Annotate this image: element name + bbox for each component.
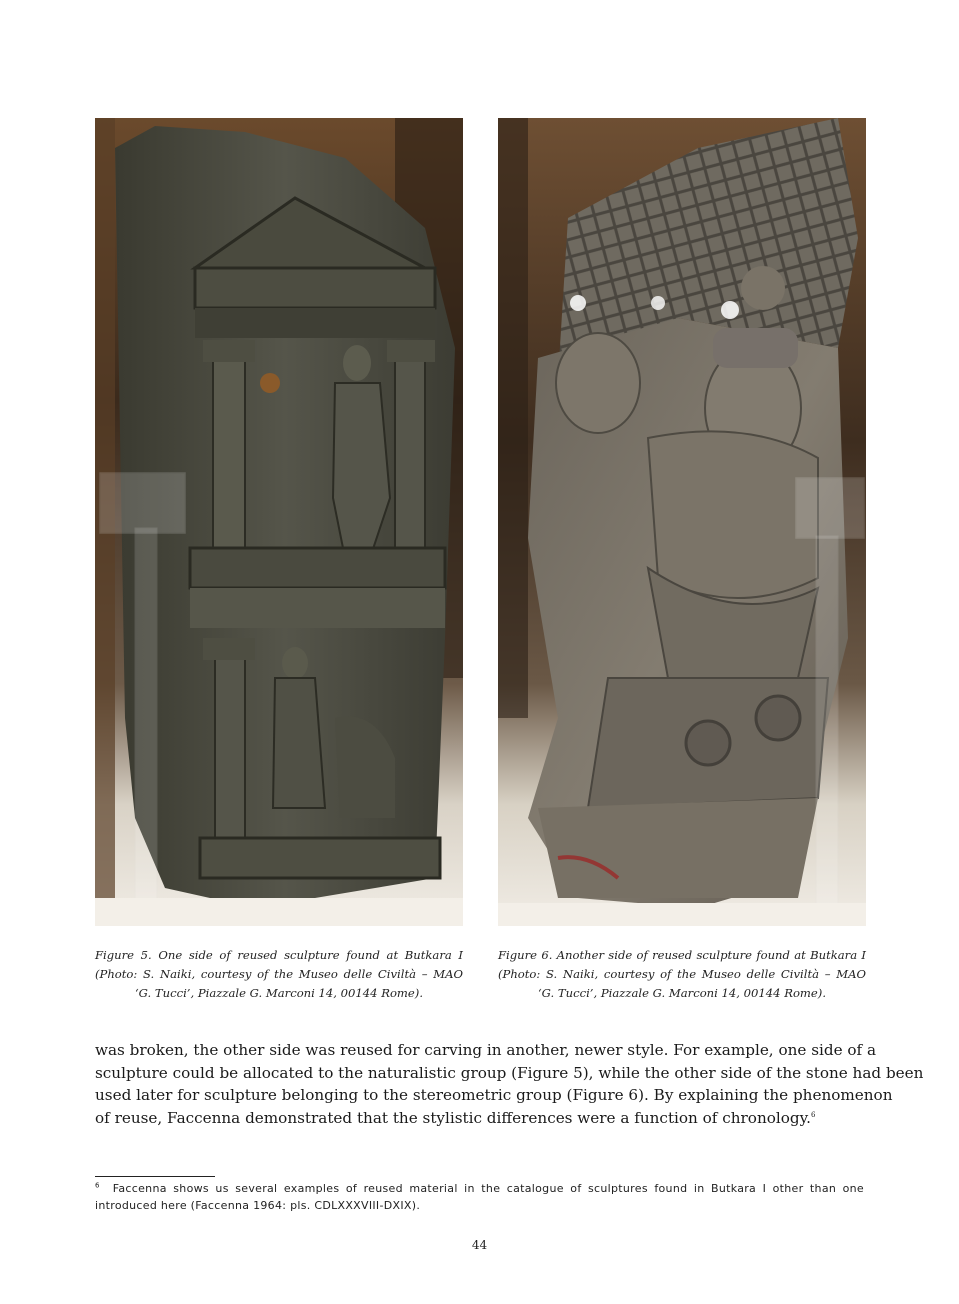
figure-5-caption	[95, 946, 463, 1003]
footnote-line: introduced here (Faccenna 1964: pls. CDLXXXVIII-DXIX).	[95, 1199, 421, 1212]
body-line: sculpture could be allocated to the naturalistic group (Figure 5), while the other side of the stone had been	[95, 1063, 924, 1082]
body-line: used later for sculpture belonging to the stereometric group (Figure 6). By explaining the phenomenon	[95, 1086, 893, 1104]
footnote-divider	[95, 1176, 215, 1177]
footnote-line	[95, 1180, 864, 1197]
caption-line: ‘G. Tucci’, Piazzale G. Marconi 14, 00144 Rome).	[135, 986, 423, 1000]
page-number: 44	[471, 1238, 488, 1252]
body-paragraph	[95, 1039, 924, 1129]
body-line: was broken, the other side was reused for carving in another, newer style. For example, one side of a	[95, 1041, 877, 1059]
footnote-reference[interactable]: 6	[810, 1110, 816, 1119]
sculpture-photo-stereometric	[498, 118, 866, 926]
body-line-last	[95, 1107, 864, 1130]
figure-6-caption	[498, 946, 866, 1003]
figure-6-photo	[498, 118, 866, 926]
caption-line: (Photo: S. Naiki, courtesy of the Museo delle Civiltà – MAO	[95, 967, 463, 981]
figure-5-photo	[95, 118, 463, 926]
caption-line: ‘G. Tucci’, Piazzale G. Marconi 14, 00144 Rome).	[538, 986, 826, 1000]
footnote-text: Faccenna shows us several examples of reused material in the catalogue of sculptures found in Butkara I other than one	[112, 1182, 864, 1195]
caption-line: Figure 5. One side of reused sculpture found at Butkara I	[95, 948, 463, 962]
body-line-text: of reuse, Faccenna demonstrated that the stylistic differences were a function of chronology.	[95, 1108, 811, 1127]
sculpture-photo-naturalistic	[95, 118, 463, 926]
caption-line: Figure 6. Another side of reused sculpture found at Butkara I	[498, 948, 866, 962]
footnote-number: 6	[95, 1181, 100, 1190]
caption-line: (Photo: S. Naiki, courtesy of the Museo delle Civiltà – MAO	[498, 967, 866, 981]
footnote	[95, 1180, 864, 1214]
